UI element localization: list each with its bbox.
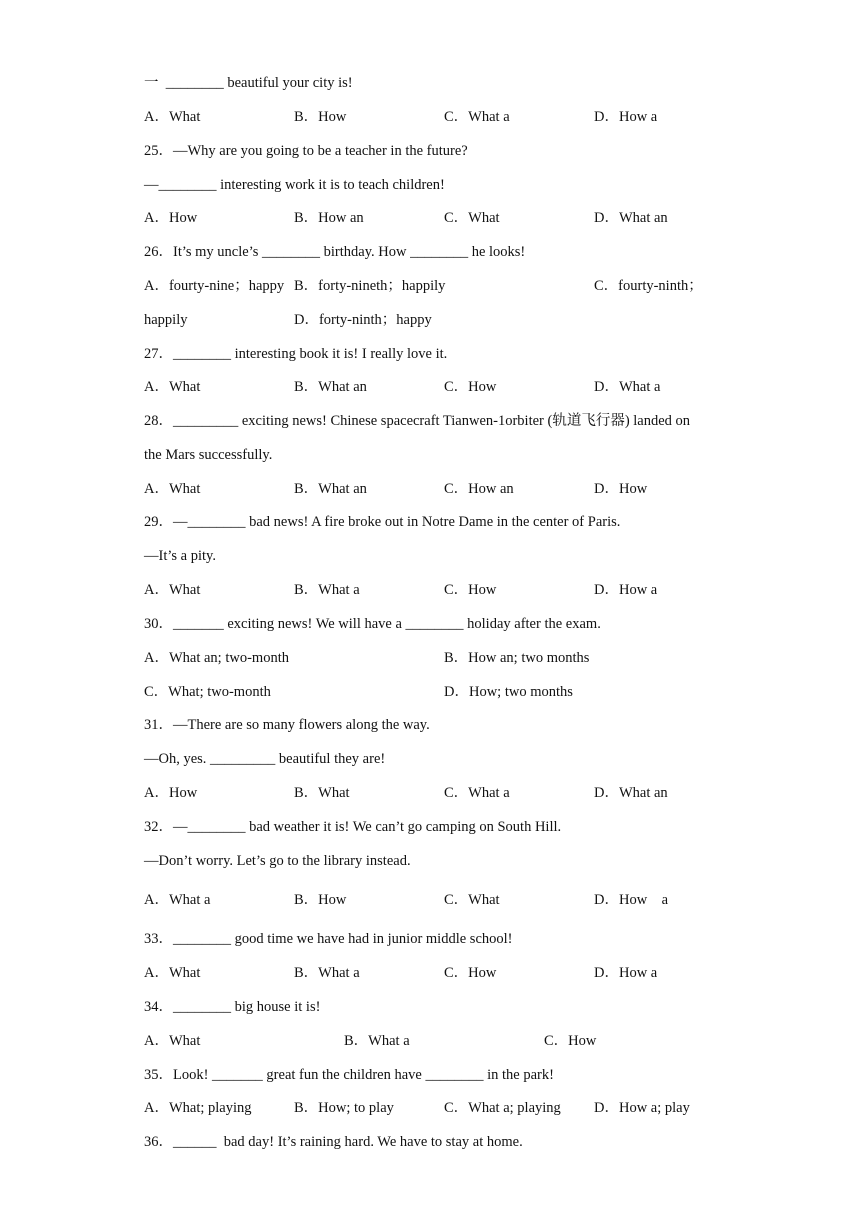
- question-26-stem: 26．It’s my uncle’s ________ birthday. How ________ he looks!: [144, 244, 526, 260]
- question-30-option-a: A．What an; two-month: [144, 650, 289, 666]
- question-28-stem-continued: the Mars successfully.: [144, 447, 273, 463]
- question-30-option-d: D．How; two months: [444, 684, 573, 700]
- question-24-option-a: A．What: [144, 109, 201, 125]
- question-33-option-c: C．How: [444, 965, 497, 981]
- question-24-option-c: C．What a: [444, 109, 510, 125]
- question-31-option-d: D．What an: [594, 785, 668, 801]
- question-32-reply: —Don’t worry. Let’s go to the library instead.: [144, 853, 411, 869]
- question-26-option-b: B．forty-nineth；happily: [294, 278, 446, 294]
- question-34-option-c: C．How: [544, 1033, 597, 1049]
- question-30-option-c: C．What; two-month: [144, 684, 271, 700]
- question-30-option-b: B．How an; two months: [444, 650, 590, 666]
- question-29-reply: —It’s a pity.: [144, 548, 216, 564]
- question-32-option-d: D．How a: [594, 892, 669, 908]
- question-35-option-b: B．How; to play: [294, 1100, 394, 1116]
- question-35-stem: 35．Look! _______ great fun the children have ________ in the park!: [144, 1067, 554, 1083]
- question-25-option-c: C．What: [444, 210, 500, 226]
- question-26-option-d: D．forty-ninth；happy: [294, 312, 432, 328]
- question-32-stem: 32．—________ bad weather it is! We can’t go camping on South Hill.: [144, 819, 562, 835]
- question-29-option-b: B．What a: [294, 582, 360, 598]
- question-26-option-c: C．fourty-ninth；: [594, 278, 703, 294]
- question-31-option-a: A．How: [144, 785, 198, 801]
- question-25-option-b: B．How an: [294, 210, 364, 226]
- question-27-option-c: C．How: [444, 379, 497, 395]
- question-27-option-d: D．What a: [594, 379, 661, 395]
- question-33-stem: 33．________ good time we have had in junior middle school!: [144, 931, 513, 947]
- question-36-stem: 36．______ bad day! It’s raining hard. We have to stay at home.: [144, 1134, 523, 1150]
- question-28-option-a: A．What: [144, 481, 201, 497]
- question-24-option-b: B．How: [294, 109, 347, 125]
- question-24-stem: 一 ________ beautiful your city is!: [144, 75, 353, 91]
- question-35-option-a: A．What; playing: [144, 1100, 252, 1116]
- question-28-option-b: B．What an: [294, 481, 367, 497]
- question-25-reply: —________ interesting work it is to teach children!: [144, 177, 445, 193]
- question-34-option-a: A．What: [144, 1033, 201, 1049]
- question-28-option-c: C．How an: [444, 481, 514, 497]
- question-31-option-c: C．What a: [444, 785, 510, 801]
- question-33-option-d: D．How a: [594, 965, 658, 981]
- question-24-option-d: D．How a: [594, 109, 658, 125]
- question-34-option-b: B．What a: [344, 1033, 410, 1049]
- question-25-option-d: D．What an: [594, 210, 668, 226]
- question-32-option-b: B．How: [294, 892, 347, 908]
- question-32-option-a: A．What a: [144, 892, 211, 908]
- question-27-stem: 27．________ interesting book it is! I really love it.: [144, 346, 448, 362]
- question-25-option-a: A．How: [144, 210, 198, 226]
- question-26-option-a: A．fourty-nine；happy: [144, 278, 285, 294]
- question-28-stem: 28．_________ exciting news! Chinese spacecraft Tianwen-1orbiter (轨道飞行器) landed on: [144, 413, 691, 429]
- question-31-stem: 31．—There are so many flowers along the way.: [144, 717, 430, 733]
- question-31-option-b: B．What: [294, 785, 350, 801]
- question-29-option-d: D．How a: [594, 582, 658, 598]
- question-35-option-c: C．What a; playing: [444, 1100, 561, 1116]
- question-33-option-a: A．What: [144, 965, 201, 981]
- question-33-option-b: B．What a: [294, 965, 360, 981]
- question-31-reply: —Oh, yes. _________ beautiful they are!: [144, 751, 386, 767]
- question-27-option-b: B．What an: [294, 379, 367, 395]
- question-34-stem: 34．________ big house it is!: [144, 999, 321, 1015]
- question-29-stem: 29．—________ bad news! A fire broke out in Notre Dame in the center of Paris.: [144, 514, 621, 530]
- question-29-option-a: A．What: [144, 582, 201, 598]
- question-35-option-d: D．How a; play: [594, 1100, 690, 1116]
- question-25-stem: 25．—Why are you going to be a teacher in the future?: [144, 143, 468, 159]
- question-26-option-c-continued: happily: [144, 312, 188, 328]
- question-32-option-c: C．What: [444, 892, 500, 908]
- question-29-option-c: C．How: [444, 582, 497, 598]
- question-30-stem: 30．_______ exciting news! We will have a ________ holiday after the exam.: [144, 616, 601, 632]
- question-28-option-d: D．How: [594, 481, 648, 497]
- question-27-option-a: A．What: [144, 379, 201, 395]
